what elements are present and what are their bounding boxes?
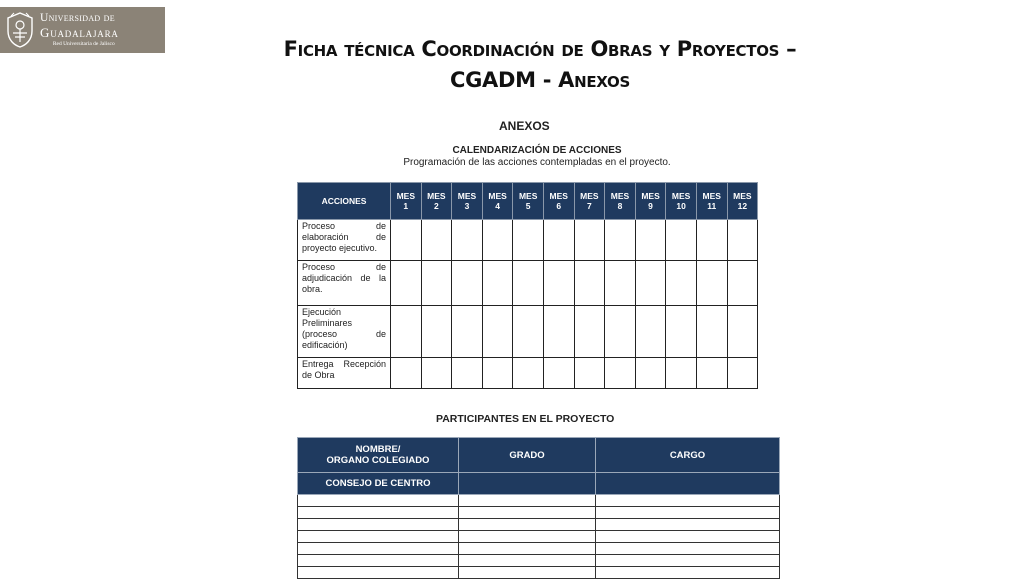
month-number: 8 xyxy=(617,201,623,211)
month-label: MES xyxy=(580,191,599,201)
month-cell[interactable] xyxy=(421,220,452,261)
participant-row xyxy=(298,531,780,543)
logo-line-2: Guadalajara xyxy=(40,24,119,40)
calendar-row xyxy=(298,220,758,261)
month-cell[interactable] xyxy=(482,261,513,306)
month-cell[interactable] xyxy=(391,358,422,389)
header-month-5 xyxy=(513,183,544,220)
header-name-line-1: NOMBRE/ xyxy=(355,444,401,455)
month-cell[interactable] xyxy=(605,306,636,358)
month-number: 10 xyxy=(676,201,686,211)
header-month-11 xyxy=(696,183,727,220)
month-cell[interactable] xyxy=(482,306,513,358)
section-title: ANEXOS xyxy=(499,119,550,133)
header-month-6 xyxy=(543,183,574,220)
month-cell[interactable] xyxy=(421,306,452,358)
month-cell[interactable] xyxy=(605,220,636,261)
month-cell[interactable] xyxy=(727,306,758,358)
slide-title-line-2: CGADM - Anexos xyxy=(449,68,630,92)
header-actions: ACCIONES xyxy=(298,183,391,220)
month-cell[interactable] xyxy=(452,261,483,306)
slide-title-line-1: Ficha técnica Coordinación de Obras y Proyectos – xyxy=(283,37,797,61)
logo-line-1: Universidad de xyxy=(40,12,115,24)
month-cell[interactable] xyxy=(635,306,666,358)
cargo-cell[interactable] xyxy=(596,555,780,567)
grado-cell[interactable] xyxy=(459,555,596,567)
grado-cell[interactable] xyxy=(459,495,596,507)
month-number: 12 xyxy=(737,201,748,211)
month-cell[interactable] xyxy=(666,358,697,389)
month-cell[interactable] xyxy=(391,306,422,358)
cargo-cell[interactable] xyxy=(596,567,780,579)
month-cell[interactable] xyxy=(513,358,544,389)
participant-row xyxy=(298,495,780,507)
month-cell[interactable] xyxy=(543,358,574,389)
month-cell[interactable] xyxy=(574,261,605,306)
calendar-row xyxy=(298,261,758,306)
month-cell[interactable] xyxy=(605,261,636,306)
group-label: CONSEJO DE CENTRO xyxy=(298,473,459,495)
month-cell[interactable] xyxy=(727,358,758,389)
month-cell[interactable] xyxy=(574,306,605,358)
header-month-8 xyxy=(605,183,636,220)
month-label: MES xyxy=(610,191,630,201)
month-label: MES xyxy=(549,191,568,201)
month-cell[interactable] xyxy=(574,358,605,389)
name-cell[interactable] xyxy=(298,519,459,531)
participant-row xyxy=(298,543,780,555)
month-label: MES xyxy=(641,191,660,201)
participant-row xyxy=(298,519,780,531)
calendar-title: CALENDARIZACIÓN DE ACCIONES xyxy=(452,145,622,156)
month-cell[interactable] xyxy=(574,220,605,261)
month-cell[interactable] xyxy=(635,220,666,261)
month-cell[interactable] xyxy=(543,306,574,358)
grado-cell[interactable] xyxy=(459,543,596,555)
month-cell[interactable] xyxy=(696,261,727,306)
month-cell[interactable] xyxy=(452,306,483,358)
header-grado: GRADO xyxy=(459,438,596,473)
name-cell[interactable] xyxy=(298,543,459,555)
month-cell[interactable] xyxy=(421,358,452,389)
group-cell xyxy=(596,473,780,495)
name-cell[interactable] xyxy=(298,555,459,567)
month-cell[interactable] xyxy=(727,220,758,261)
month-cell[interactable] xyxy=(666,261,697,306)
logo-wordmark xyxy=(40,13,119,47)
header-month-10 xyxy=(666,183,697,220)
slide-title xyxy=(180,34,900,96)
header-month-3 xyxy=(452,183,483,220)
month-cell[interactable] xyxy=(543,220,574,261)
header-month-1 xyxy=(391,183,422,220)
month-number: 4 xyxy=(495,201,500,211)
cargo-cell[interactable] xyxy=(596,495,780,507)
participant-row xyxy=(298,555,780,567)
name-cell[interactable] xyxy=(298,531,459,543)
month-cell[interactable] xyxy=(513,261,544,306)
month-cell[interactable] xyxy=(543,261,574,306)
month-label: MES xyxy=(671,191,691,201)
month-cell[interactable] xyxy=(605,358,636,389)
name-cell[interactable] xyxy=(298,507,459,519)
month-label: MES xyxy=(457,191,477,201)
month-cell[interactable] xyxy=(513,306,544,358)
month-label: MES xyxy=(488,191,507,201)
header-cargo: CARGO xyxy=(596,438,780,473)
name-cell[interactable] xyxy=(298,567,459,579)
month-cell[interactable] xyxy=(635,358,666,389)
header-month-4 xyxy=(482,183,513,220)
header-name xyxy=(298,438,459,473)
month-cell[interactable] xyxy=(666,306,697,358)
header-month-7 xyxy=(574,183,605,220)
grado-cell[interactable] xyxy=(459,567,596,579)
month-cell[interactable] xyxy=(635,261,666,306)
month-cell[interactable] xyxy=(696,220,727,261)
action-cell: Ejecución Preliminares (proceso de edificación) xyxy=(298,306,391,358)
university-seal-icon xyxy=(0,7,40,53)
action-cell: Entrega Recepción de Obra xyxy=(298,358,391,389)
header-month-9 xyxy=(635,183,666,220)
month-cell[interactable] xyxy=(391,261,422,306)
month-cell[interactable] xyxy=(482,358,513,389)
group-cell xyxy=(459,473,596,495)
grado-cell[interactable] xyxy=(459,531,596,543)
month-label: MES xyxy=(427,191,446,201)
header-name-line-2: ORGANO COLEGIADO xyxy=(326,455,430,466)
participants-table xyxy=(297,437,780,579)
month-number: 2 xyxy=(434,201,439,211)
group-row xyxy=(298,473,780,495)
month-label: MES xyxy=(733,191,752,201)
month-label: MES xyxy=(702,191,721,201)
logo-line-3: Red Universitaria de Jalisco xyxy=(52,40,115,47)
month-cell[interactable] xyxy=(696,358,727,389)
month-cell[interactable] xyxy=(421,261,452,306)
month-number: 3 xyxy=(464,201,470,211)
month-cell[interactable] xyxy=(452,358,483,389)
month-cell[interactable] xyxy=(666,220,697,261)
cargo-cell[interactable] xyxy=(596,543,780,555)
calendar-row xyxy=(298,306,758,358)
grado-cell[interactable] xyxy=(459,507,596,519)
name-cell[interactable] xyxy=(298,495,459,507)
month-number: 11 xyxy=(707,201,717,211)
month-cell[interactable] xyxy=(391,220,422,261)
month-number: 6 xyxy=(556,201,562,211)
calendar-row xyxy=(298,358,758,389)
month-number: 5 xyxy=(525,201,531,211)
month-cell[interactable] xyxy=(696,306,727,358)
month-number: 7 xyxy=(586,201,592,211)
grado-cell[interactable] xyxy=(459,519,596,531)
participant-row xyxy=(298,567,780,579)
cargo-cell[interactable] xyxy=(596,507,780,519)
calendar-table xyxy=(297,182,758,389)
month-label: MES xyxy=(518,191,538,201)
participant-row xyxy=(298,507,780,519)
participants-title: PARTICIPANTES EN EL PROYECTO xyxy=(436,413,615,425)
month-number: 9 xyxy=(648,201,653,211)
month-cell[interactable] xyxy=(513,220,544,261)
month-cell[interactable] xyxy=(482,220,513,261)
month-cell[interactable] xyxy=(727,261,758,306)
header-month-12 xyxy=(727,183,758,220)
month-number: 1 xyxy=(403,201,409,211)
participants-header-row xyxy=(298,438,780,473)
month-label: MES xyxy=(396,191,415,201)
calendar-subtitle: Programación de las acciones contempladas en el proyecto. xyxy=(403,157,671,168)
action-cell: Proceso de elaboración de proyecto ejecutivo. xyxy=(298,220,391,261)
cargo-cell[interactable] xyxy=(596,531,780,543)
university-logo xyxy=(0,7,165,53)
calendar-header-row xyxy=(298,183,758,220)
header-month-2 xyxy=(421,183,452,220)
month-cell[interactable] xyxy=(452,220,483,261)
cargo-cell[interactable] xyxy=(596,519,780,531)
action-cell: Proceso de adjudicación de la obra. xyxy=(298,261,391,306)
